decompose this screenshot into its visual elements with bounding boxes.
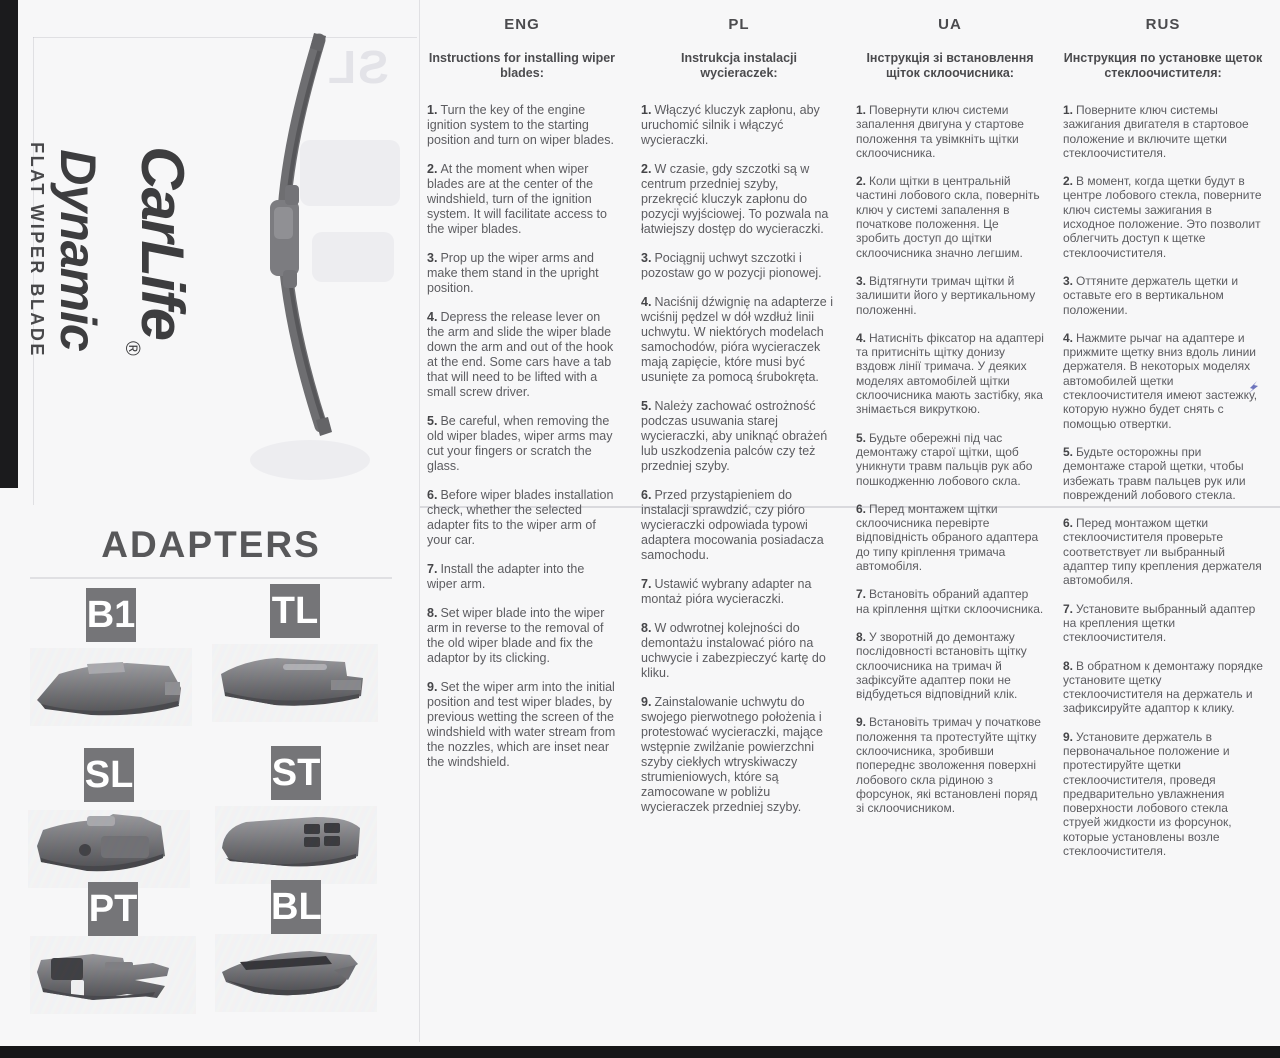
instruction-step: 8. W odwrotnej kolejności do demontażu instalować pióro na uchwycie i zabezpieczyć kartę do kliku. [641, 621, 826, 680]
instruction-step: 1. Włączyć kluczyk zapłonu, aby uruchomić silnik i włączyć wycieraczki. [641, 103, 820, 147]
adapter-photo-sl [29, 808, 189, 888]
instruction-step: 6. Перед монтажом щетки стеклоочистителя проверьте соответствует ли выбранный адаптер типу крепления держателя автомобиля. [1063, 516, 1262, 588]
instruction-step: 8. В обратном к демонтажу порядке установите щетку стеклоочистителя на держатель и зафиксируйте адаптор к клику. [1063, 658, 1263, 716]
instruction-step: 9. Установите держатель в первоначальное положение и протестируйте щетки стеклоочистителя, проведя предварительно увлажнения поверхности лобового стекла струей жидкости из форсунок, которые установлены возле стеклоочистителя. [1063, 729, 1232, 859]
column-rus-header: RUS [1145, 16, 1181, 33]
instruction-step: 1. Поверните ключ системы зажигания двигателя в стартовое положение и включите щетки стеклоочистителя. [1063, 103, 1249, 160]
column-eng-steps [427, 103, 617, 770]
adapter-label-pt: PT [88, 882, 138, 936]
instruction-step: 2. В момент, когда щетки будут в центре лобового стекла, поверните ключ системы зажигания в исходное положение. Это позволит облегчить доступ к щетке стеклоочистителя. [1063, 174, 1262, 260]
instruction-step: 3. Prop up the wiper arms and make them stand in the upright position. [427, 251, 599, 295]
instruction-step: 7. Install the adapter into the wiper arm. [427, 562, 585, 591]
adapter-photo-b1 [31, 648, 191, 726]
adapter-cell-pt [30, 882, 196, 1014]
adapter-cell-bl [215, 880, 377, 1012]
instruction-step: 9. Zainstalowanie uchwytu do swojego pierwotnego położenia i protestować wycieraczki, mające wstępnie zwilżanie powierzchni szyby ciekłych wtryskiwaczy strumieniowych, które są zamocowane w pobliżu wycieraczek przedniej szyby. [641, 695, 824, 814]
column-ua-subtitle: Інструкція зі встановлення щіток склоочисника: [866, 51, 1034, 80]
adapters-title: ADAPTERS [101, 524, 321, 565]
fold-line-adapters [30, 577, 392, 579]
column-ua [856, 0, 1044, 829]
instruction-step: 6. Перед монтажем щітки склоочисника перевірте відповідність обраного адаптера до типу кріплення тримача автомобіля. [856, 501, 1039, 574]
bleed-through-text: SL [326, 41, 389, 93]
bleed-through-blob [250, 440, 370, 480]
brand-series: Dynamic [50, 149, 106, 351]
brand-tagline: FLAT WIPER BLADE [27, 142, 47, 358]
brand-name: CarLife$_®$ [121, 146, 196, 354]
column-rus-steps [1063, 103, 1263, 858]
instruction-step: 8. У зворотній до демонтажу послідовності встановіть щітку склоочисника на тримач й зафіксуйте адаптер поки не відбудеться відповідний клік. [856, 629, 1027, 702]
instruction-step: 9. Set the wiper arm into the initial position and test wiper blades, by previous wetting the screen of the windshield with water stream from the nozzles, which are inset near the windshield. [427, 680, 616, 769]
instruction-step: 5. Будьте обережні під час демонтажу старої щітки, щоб уникнути травм пальців рук або пошкодженню лобового скла. [856, 430, 1033, 488]
instruction-step: 4. Depress the release lever on the arm and slide the wiper blade down the arm and out of the hook at the end. Some cars have a tab that will need to be lifted with a small screw driver. [427, 310, 614, 399]
column-pl-header: PL [728, 16, 750, 33]
column-eng-header: ENG [504, 16, 540, 33]
instruction-step: 6. Przed przystąpieniem do instalacji sprawdzić, czy pióro wycieraczki odpowiada typowi adaptera mocowania posiadacza samochodu. [641, 488, 824, 562]
scan-edge-bottom [0, 1046, 1280, 1058]
instruction-step: 7. Встановіть обраний адаптер на кріплення щітки склоочисника. [856, 587, 1044, 616]
instruction-step: 6. Before wiper blades installation check, whether the selected adapter fits to the wiper arm of your car. [427, 488, 614, 547]
instruction-step: 5. Należy zachować ostrożność podczas usuwania starej wycieraczki, aby uniknąć obrażeń lub uszkodzenia palców czy też przedniej szyby. [641, 399, 828, 473]
instruction-step: 3. Оттяните держатель щетки и оставьте его в вертикальном положении. [1063, 273, 1239, 317]
instruction-step: 1. Повернути ключ системи запалення двигуна у стартове положення та увімкніть щітки склоочисника. [856, 103, 1024, 160]
adapter-cell-tl [212, 584, 378, 722]
column-ua-header: UA [938, 16, 962, 33]
column-pl-steps [641, 103, 837, 815]
instruction-step: 2. Коли щітки в центральній частині лобового скла, поверніть ключ у системі запалення в початкове положення. Це зробить доступ до щітки склоочисника значно легшим. [856, 174, 1040, 260]
instruction-step: 9. Встановіть тримач у початкове положення та протестуйте щітку склоочисника, зробивши попереднє зволоження поверхні лобового скла рідиною з форсунок, які встановлені поряд зі склоочисником. [856, 715, 1041, 816]
adapter-photo-tl [213, 644, 377, 722]
instruction-step: 3. Pociągnij uchwyt szczotki i pozostaw go w pozycji pionowej. [641, 251, 822, 280]
brand-logo [27, 70, 196, 430]
adapter-photo-st [216, 806, 376, 884]
adapter-label-tl: TL [270, 584, 320, 638]
adapter-label-sl: SL [84, 748, 134, 802]
instruction-step: 7. Ustawić wybrany adapter na montaż pióra wycieraczki. [641, 577, 812, 606]
adapter-cell-b1 [30, 588, 192, 726]
instruction-step: 2. W czasie, gdy szczotki są w centrum przedniej szyby, przekręcić kluczyk zapłonu do pozycji wyjściowej. To pozwala na łatwiejszy dostęp do wycieraczki. [641, 162, 829, 236]
pen-mark [1247, 380, 1259, 399]
instruction-step: 3. Відтягнути тримач щітки й залишити його у вертикальному положенні. [856, 273, 1036, 317]
instruction-step: 2. At the moment when wiper blades are at the center of the windshield, turn of the ignition system. It will facilitate access to the wiper blades. [427, 162, 607, 236]
fold-line-column [419, 0, 420, 1042]
adapter-photo-bl [216, 940, 376, 1012]
wiper-blade-photo [245, 30, 375, 445]
instruction-step: 4. Натисніть фіксатор на адаптері та притисніть щітку донизу вздовж лінії тримача. У деяких моделях автомобілей щітки склоочисника мають застібку, яка знімається викруткою. [856, 330, 1044, 417]
instruction-step: 7. Установите выбранный адаптер на крепления щетки стеклоочистителя. [1063, 601, 1256, 645]
instruction-step: 8. Set wiper blade into the wiper arm in reverse to the removal of the old wiper blade and fix the adaptor by its clicking. [427, 606, 605, 665]
adapter-label-b1: B1 [86, 588, 136, 642]
instruction-step: 5. Be careful, when removing the old wiper blades, wiper arms may cut your fingers or scratch the glass. [427, 414, 613, 473]
instruction-step: 1. Turn the key of the engine ignition system to the starting position and turn on wiper blades. [427, 103, 614, 147]
column-rus [1063, 0, 1263, 872]
adapter-cell-st [215, 746, 377, 884]
instruction-step: 4. Нажмите рычаг на адаптере и прижмите щетку вниз вдоль линии держателя. В некоторых моделях автомобилей щетки стеклоочистителя имеют застежку, которую нужно будет снять с помощью отвертки. [1063, 330, 1258, 431]
column-pl-subtitle: Instrukcja instalacji wycieraczek: [680, 51, 798, 80]
column-eng [427, 0, 617, 784]
adapter-photo-pt [31, 942, 195, 1014]
instruction-step: 5. Будьте осторожны при демонтаже старой щетки, чтобы избежать травм пальцев рук или повреждений лобового стекла. [1063, 444, 1246, 502]
instruction-step: 4. Naciśnij dźwignię na adapterze i wciśnij pędzel w dół wzdłuż linii uchwytu. W niektórych modelach samochodów, pióra wycieraczek mają zapięcie, które musi być usunięte za pomocą śrubokręta. [641, 295, 834, 384]
scan-edge-left [0, 0, 18, 488]
column-pl [641, 0, 837, 829]
adapter-cell-sl [28, 748, 190, 888]
adapter-label-bl: BL [271, 880, 321, 934]
registered-mark: ® [121, 340, 143, 354]
column-eng-subtitle: Instructions for installing wiper blades: [428, 51, 616, 80]
column-rus-subtitle: Инструкция по установке щеток стеклоочистителя: [1063, 51, 1263, 80]
adapter-label-st: ST [271, 746, 321, 800]
column-ua-steps [856, 103, 1044, 815]
